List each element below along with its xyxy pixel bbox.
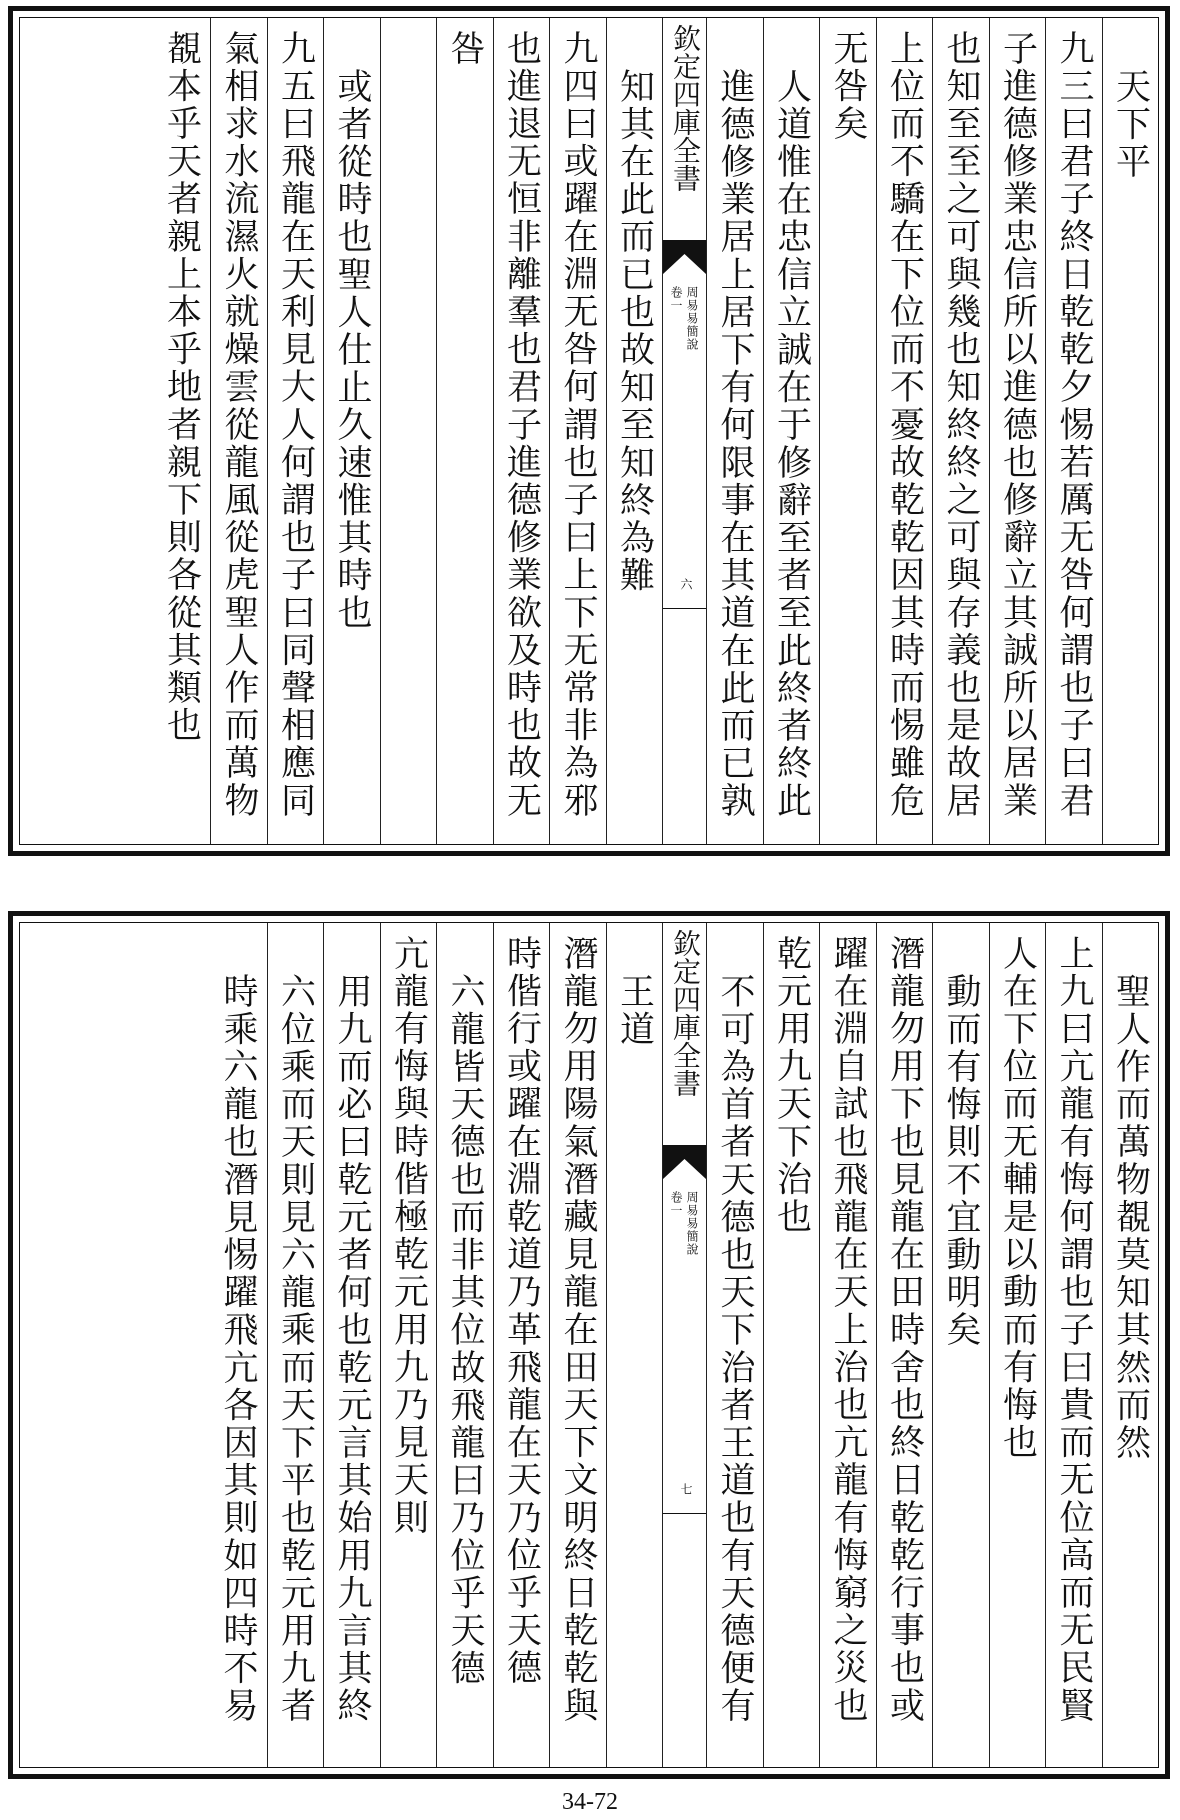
column-text: 用九而必曰乾元者何也乾元言其始用九言其終 xyxy=(332,973,372,1725)
text-column xyxy=(436,923,493,1767)
column-text: 九三曰君子終日乾乾夕惕若厲无咎何謂也子曰君 xyxy=(1054,30,1094,820)
column-text: 時偕行或躍在淵乾道乃革飛龍在天乃位乎天德 xyxy=(501,935,542,1687)
bottom-page-columns xyxy=(20,923,1158,1767)
top-page-inner-border xyxy=(19,17,1159,845)
text-column xyxy=(819,18,876,844)
column-text: 人道惟在忠信立誠在于修辭至者至此終者終此 xyxy=(771,68,812,820)
text-column xyxy=(323,18,380,844)
bottom-page xyxy=(0,905,1180,1785)
text-column xyxy=(706,923,763,1767)
leaf-number: 七 xyxy=(679,1483,693,1496)
text-column xyxy=(932,18,989,844)
text-column xyxy=(1102,923,1159,1767)
text-column xyxy=(1045,18,1102,844)
column-text: 氣相求水流濕火就燥雲從龍風從虎聖人作而萬物 xyxy=(219,30,259,820)
column-text: 覩本乎天者親上本乎地者親下則各從其類也 xyxy=(161,30,202,745)
text-column xyxy=(606,923,663,1767)
fishtail-ornament xyxy=(663,240,706,274)
text-column xyxy=(989,923,1046,1767)
gutter-divider-line xyxy=(663,1513,706,1514)
book-title: 欽定四庫全書 xyxy=(669,24,702,192)
column-text: 无咎矣 xyxy=(828,30,868,143)
text-column xyxy=(323,923,380,1767)
column-text: 上位而不驕在下位而不憂故乾乾因其時而惕雖危 xyxy=(884,30,925,820)
text-column xyxy=(932,923,989,1767)
text-column xyxy=(1045,923,1102,1767)
column-text: 子進德修業忠信所以進德也修辭立其誠所以居業 xyxy=(997,30,1038,820)
column-text: 進德修業居上居下有何限事在其道在此而已孰 xyxy=(715,68,755,820)
column-text: 也知至至之可與幾也知終終之可與存義也是故居 xyxy=(941,30,981,820)
title-gutter-column xyxy=(662,923,706,1767)
column-text: 時乘六龍也潛見惕躍飛亢各因其則如四時不易 xyxy=(218,973,258,1725)
page-number: 34-72 xyxy=(562,1789,618,1815)
column-text: 人在下位而无輔是以動而有悔也 xyxy=(997,935,1038,1462)
column-text: 或者從時也聖人仕止久速惟其時也 xyxy=(332,68,372,632)
column-text: 天下平 xyxy=(1110,68,1151,181)
bottom-page-inner-border xyxy=(19,922,1159,1768)
text-column xyxy=(267,18,324,844)
title-gutter-column xyxy=(662,18,706,844)
text-column xyxy=(493,923,550,1767)
column-text: 躍在淵自試也飛龍在天上治也亢龍有悔窮之災也 xyxy=(828,935,868,1725)
column-text: 動而有悔則不宜動明矣 xyxy=(941,973,981,1349)
text-column xyxy=(210,18,267,844)
book-title: 欽定四庫全書 xyxy=(669,929,702,1097)
volume-label: 卷一 xyxy=(669,286,683,312)
text-column xyxy=(763,923,820,1767)
top-page-frame xyxy=(8,6,1170,856)
text-column xyxy=(989,18,1046,844)
column-text: 九四曰或躍在淵无咎何謂也子曰上下无常非為邪 xyxy=(558,30,598,820)
column-text: 潛龍勿用下也見龍在田時舍也終日乾乾行事也或 xyxy=(884,935,925,1725)
column-text: 上九曰亢龍有悔何謂也子曰貴而无位高而无民賢 xyxy=(1054,935,1094,1725)
book-name-label: 周易易簡說 xyxy=(685,1191,699,1256)
text-column xyxy=(763,18,820,844)
column-text xyxy=(385,30,433,836)
column-text: 乾元用九天下治也 xyxy=(771,935,812,1236)
column-text: 不可為首者天德也天下治者王道也有天德便有 xyxy=(715,973,755,1725)
top-page-columns xyxy=(20,18,1158,844)
text-column xyxy=(876,18,933,844)
text-column xyxy=(436,18,493,844)
text-column xyxy=(267,923,324,1767)
column-text: 六位乘而天則見六龍乘而天下平也乾元用九者 xyxy=(275,973,316,1725)
text-column xyxy=(380,923,437,1767)
column-text: 咎 xyxy=(445,30,485,68)
text-column xyxy=(549,18,606,844)
column-text: 也進退无恒非離羣也君子進德修業欲及時也故无 xyxy=(501,30,542,820)
column-text: 王道 xyxy=(614,973,655,1049)
column-text: 聖人作而萬物覩莫知其然而然 xyxy=(1110,973,1151,1462)
text-column xyxy=(876,923,933,1767)
book-name-label: 周易易簡說 xyxy=(685,286,699,351)
top-page xyxy=(0,0,1180,862)
text-column xyxy=(819,923,876,1767)
column-text: 六龍皆天德也而非其位故飛龍曰乃位乎天德 xyxy=(445,973,485,1688)
text-column xyxy=(380,18,437,844)
text-column xyxy=(549,923,606,1767)
gutter-divider-line xyxy=(663,608,706,609)
text-column xyxy=(493,18,550,844)
text-column xyxy=(210,923,267,1767)
text-column xyxy=(1102,18,1159,844)
column-text: 知其在此而已也故知至知終為難 xyxy=(614,68,655,595)
text-column xyxy=(154,18,211,844)
leaf-number: 六 xyxy=(679,578,693,591)
text-column xyxy=(606,18,663,844)
column-text: 九五曰飛龍在天利見大人何謂也子曰同聲相應同 xyxy=(275,30,316,820)
bottom-page-frame xyxy=(8,911,1170,1779)
text-column xyxy=(706,18,763,844)
column-text: 亢龍有悔與時偕極乾元用九乃見天則 xyxy=(388,935,429,1537)
volume-label: 卷一 xyxy=(669,1191,683,1217)
fishtail-ornament xyxy=(663,1145,706,1179)
column-text: 潛龍勿用陽氣潛藏見龍在田天下文明終日乾乾與 xyxy=(558,935,598,1725)
